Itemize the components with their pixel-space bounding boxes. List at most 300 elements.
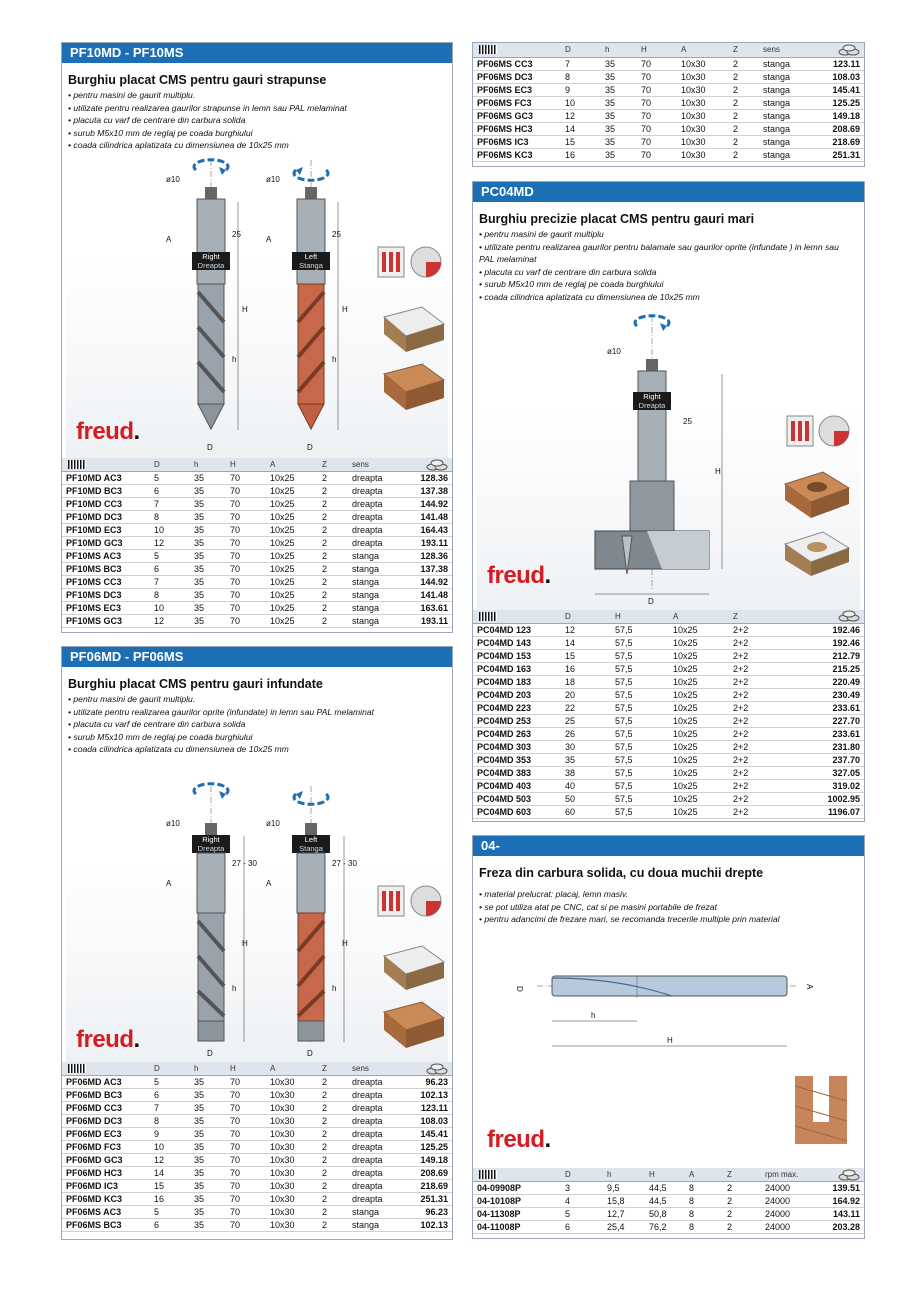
product-code: PC04MD 203 [473,689,565,702]
cell: 35 [194,1206,230,1219]
column-header: Z [733,610,793,624]
product-code: PC04MD 303 [473,741,565,754]
dim-H-b: H [342,304,348,314]
cell: 70 [230,1141,270,1154]
product-figure [477,304,860,610]
cell: stanga [352,589,416,602]
table-row[interactable] [473,715,864,728]
cell: 70 [641,122,681,135]
cell: 16 [565,663,615,676]
price: 1196.07 [793,806,864,819]
table-row[interactable] [473,728,864,741]
brand-name: freud [487,561,545,589]
cell: 8 [154,1115,194,1128]
table-row[interactable] [62,615,452,628]
cell: 5 [154,1206,194,1219]
product-code: PF10MS GC3 [62,615,154,628]
brand-name: freud [487,1125,545,1153]
table-row[interactable] [473,689,864,702]
freud-logo: freud. [487,1125,551,1153]
cell: 10x30 [681,83,733,96]
cell: 2 [322,1076,352,1089]
cell: 2 [322,589,352,602]
cell: 10x30 [270,1128,322,1141]
table-row[interactable] [62,1076,452,1089]
table-row[interactable] [473,624,864,637]
cell: 35 [194,485,230,498]
cell: 5 [154,472,194,485]
cell: 10x25 [673,650,733,663]
price: 233.61 [793,702,864,715]
label-left2: Stanga [299,843,323,853]
bullet-list [479,228,864,304]
table-row[interactable] [62,537,452,550]
price: 96.23 [416,1076,452,1089]
cell: stanga [763,135,827,148]
dim-d10-b: ø10 [266,174,280,184]
dim-d10: ø10 [607,346,621,356]
cell: 60 [565,806,615,819]
table-row[interactable] [473,676,864,689]
cell: 2 [322,524,352,537]
product-code: PF10MS BC3 [62,563,154,576]
table-row[interactable] [62,1115,452,1128]
table-row[interactable] [62,1154,452,1167]
product-table [473,1168,864,1235]
table-row[interactable] [473,122,864,135]
bullet-item: • pentru masini de gaurit multiplu. [68,694,196,704]
product-code: PF06MD CC3 [62,1102,154,1115]
table-row[interactable] [473,780,864,793]
cell: 4 [565,1195,607,1208]
cell: 35 [605,109,641,122]
bullet-item: • utilizate pentru realizarea gaurilor oprite (infundate) in lemn sau PAL melaminat [68,706,375,717]
price: 123.11 [827,57,864,70]
cell: 35 [194,1180,230,1193]
product-code: PC04MD 503 [473,793,565,806]
table-row[interactable] [62,485,452,498]
cell: dreapta [352,1115,416,1128]
product-code: PF10MD GC3 [62,537,154,550]
table-row[interactable] [473,806,864,819]
table-row[interactable] [473,1182,864,1195]
drill-diagram [66,756,450,1062]
price: 212.79 [793,650,864,663]
product-figure [66,756,448,1062]
table-row[interactable] [473,1195,864,1208]
cell: 6 [154,1219,194,1232]
cell: 10x25 [270,576,322,589]
freud-logo: freud. [76,1025,140,1053]
cell: 2 [733,83,763,96]
bullet-list [68,693,452,756]
dim-D: D [207,442,213,452]
cell: 10x30 [681,148,733,161]
cell: 35 [605,57,641,70]
label-right: Right [643,391,661,401]
price: 192.46 [793,624,864,637]
product-code: 04-10108P [473,1195,565,1208]
product-code: PF06MD GC3 [62,1154,154,1167]
column-header: h [194,458,230,472]
cell: 6 [565,1221,607,1234]
brand-name: freud [76,417,134,445]
table-header [473,43,864,57]
cell: 70 [230,1193,270,1206]
cell: 12,7 [607,1208,649,1221]
cell: 15 [154,1180,194,1193]
price: 327.05 [793,767,864,780]
board-icon [384,946,444,990]
product-code: PC04MD 123 [473,624,565,637]
cell: 35 [605,83,641,96]
dim-h-b: h [332,354,337,364]
cell: 2+2 [733,663,793,676]
table-row[interactable] [473,135,864,148]
cell: 10x25 [673,754,733,767]
cell: dreapta [352,1141,416,1154]
table-row[interactable] [62,1102,452,1115]
cell: stanga [352,550,416,563]
table-row[interactable] [473,57,864,70]
cell: 70 [230,1154,270,1167]
product-code: PF10MD CC3 [62,498,154,511]
product-code: PF06MD FC3 [62,1141,154,1154]
dim-D: D [648,596,654,606]
table-row[interactable] [473,702,864,715]
cell: 10x30 [681,109,733,122]
barcode-icon [473,1168,565,1182]
table-row[interactable] [473,767,864,780]
cell: 2 [322,615,352,628]
cell: 15 [565,650,615,663]
cell: 2+2 [733,702,793,715]
table-row[interactable] [62,550,452,563]
cell: 57,5 [615,780,673,793]
price: 96.23 [416,1206,452,1219]
column-header: Z [727,1168,765,1182]
cell: 12 [565,109,605,122]
label-left: Left [304,834,318,844]
table-header [62,1062,452,1076]
table-row[interactable] [62,1089,452,1102]
dim-a-b: A [266,234,272,244]
cell: 2 [733,122,763,135]
cell: 2+2 [733,715,793,728]
product-code: PF06MS GC3 [473,109,565,122]
section-header: PC04MD [473,182,864,202]
label-left: Left [304,251,318,261]
cell: 2 [322,1102,352,1115]
cell: 2 [322,511,352,524]
barcode-icon [62,458,154,472]
cell: 8 [154,511,194,524]
cell: 10x25 [270,485,322,498]
table-row[interactable] [62,472,452,485]
cell: stanga [763,148,827,161]
cell: 3 [565,1182,607,1195]
cell: 2+2 [733,793,793,806]
spindle-icon [787,416,813,446]
dim-H: H [242,938,248,948]
cell: 20 [565,689,615,702]
cell: 35 [194,615,230,628]
product-title: Freza din carbura solida, cu doua muchii drepte [479,866,764,880]
table-row[interactable] [473,663,864,676]
cell: 10x30 [270,1115,322,1128]
cell: 35 [194,511,230,524]
table-row[interactable] [473,650,864,663]
cell: 70 [230,589,270,602]
table-row[interactable] [62,602,452,615]
bullet-item: • placuta cu varf de centrare din carbura solida [68,719,246,730]
cell: 10x30 [270,1141,322,1154]
cell: dreapta [352,472,416,485]
cell: 70 [641,109,681,122]
column-header: A [681,43,733,57]
cell: 10x30 [681,57,733,70]
label-right: Right [202,251,220,261]
cell: 2 [733,70,763,83]
table-row[interactable] [62,511,452,524]
cell: 24000 [765,1221,821,1234]
table-row[interactable] [62,524,452,537]
cell: 7 [154,576,194,589]
cell: 7 [565,57,605,70]
table-row[interactable] [473,793,864,806]
table-row[interactable] [62,576,452,589]
column-header: h [607,1168,649,1182]
cell: 2+2 [733,728,793,741]
price: 163.61 [416,602,452,615]
bullet-item: • utilizate pentru realizarea gaurilor pentru balamale sau gaurilor oprite (infundate ) in lemn sau PAL melaminat [479,241,839,265]
cell: 2+2 [733,689,793,702]
wood-icon [785,472,849,518]
cell: 70 [641,148,681,161]
cell: 70 [230,602,270,615]
cell: 24000 [765,1182,821,1195]
column-header: D [154,1062,194,1076]
dim-H: H [242,304,248,314]
cell: dreapta [352,1167,416,1180]
dim-A: A [805,983,814,990]
cell: 57,5 [615,624,673,637]
table-row[interactable] [62,498,452,511]
bullet-item: • surub M5x10 mm de reglaj pe coada burghiului [68,731,253,742]
barcode-icon [473,610,565,624]
column-header: h [194,1062,230,1076]
cell: 8 [689,1221,727,1234]
table-row[interactable] [473,109,864,122]
cell: 2 [733,96,763,109]
table-row[interactable] [473,70,864,83]
cell: 2+2 [733,754,793,767]
product-table [473,610,864,820]
price: 143.11 [821,1208,864,1221]
price: 164.92 [821,1195,864,1208]
table-row[interactable] [473,754,864,767]
cell: 15,8 [607,1195,649,1208]
cell: dreapta [352,498,416,511]
cell: 70 [641,96,681,109]
table-row[interactable] [473,1208,864,1221]
rotation-icon [411,886,441,916]
cell: 57,5 [615,637,673,650]
bullet-item: • pentru adancimi de frezare mari, se recomanda trecerile multiple prin material [479,914,780,925]
cell: 2+2 [733,676,793,689]
cell: stanga [763,83,827,96]
cell: stanga [352,602,416,615]
product-code: PF10MS AC3 [62,550,154,563]
cell: 35 [194,1219,230,1232]
cell: dreapta [352,1193,416,1206]
cell: 35 [194,550,230,563]
product-figure [477,926,860,1168]
cell: 70 [641,83,681,96]
table-row[interactable] [62,589,452,602]
cell: dreapta [352,1089,416,1102]
cell: 35 [194,537,230,550]
cell: 70 [230,550,270,563]
cell: 10x25 [673,637,733,650]
table-row[interactable] [473,637,864,650]
cell: 57,5 [615,806,673,819]
product-code: PF06MS CC3 [473,57,565,70]
product-code: PC04MD 403 [473,780,565,793]
cell: 16 [565,148,605,161]
cell: 18 [565,676,615,689]
price: 193.11 [416,615,452,628]
cell: 70 [230,485,270,498]
cell: 2 [322,1154,352,1167]
product-code: PF06MS EC3 [473,83,565,96]
price: 102.13 [416,1219,452,1232]
cell: 10x30 [270,1154,322,1167]
product-table [62,1062,452,1233]
bullet-item: • pentru masini de gaurit multiplu. [68,90,196,100]
bullet-item: • coada cilindrica aplatizata cu dimensiunea de 10x25 mm [68,744,289,755]
table-row[interactable] [473,96,864,109]
cell: 9 [154,1128,194,1141]
label-right2: Dreapta [197,843,225,853]
cell: 8 [154,589,194,602]
cell: 70 [230,1102,270,1115]
cell: 24000 [765,1208,821,1221]
cell: 35 [194,563,230,576]
table-row[interactable] [473,741,864,754]
cell: 35 [194,576,230,589]
cell: 57,5 [615,676,673,689]
price: 208.69 [416,1167,452,1180]
cell: stanga [352,1219,416,1232]
cell: 2 [322,576,352,589]
cell: 2 [322,1167,352,1180]
cell: stanga [352,576,416,589]
table-row[interactable] [473,83,864,96]
cell: 10x30 [681,70,733,83]
cell: 70 [230,563,270,576]
bullet-item: • surub M5x10 mm de reglaj pe coada burghiului [479,279,664,290]
cell: 8 [689,1182,727,1195]
product-code: PF10MS DC3 [62,589,154,602]
barcode-icon [473,43,565,57]
cell: 10x25 [270,602,322,615]
cell: 16 [154,1193,194,1206]
cell: 35 [194,1115,230,1128]
cell: 10x30 [270,1206,322,1219]
column-header: Z [733,43,763,57]
cell: 2+2 [733,624,793,637]
column-header: D [565,43,605,57]
cell: 40 [565,780,615,793]
cell: 10x30 [270,1180,322,1193]
cell: 5 [565,1208,607,1221]
table-row[interactable] [62,1206,452,1219]
cell: 70 [230,498,270,511]
table-row[interactable] [62,1128,452,1141]
cell: 2+2 [733,637,793,650]
price: 139.51 [821,1182,864,1195]
column-header: H [649,1168,689,1182]
label-right2: Dreapta [197,260,225,270]
price: 319.02 [793,780,864,793]
price: 164.43 [416,524,452,537]
table-row[interactable] [62,1180,452,1193]
price: 231.80 [793,741,864,754]
table-row[interactable] [473,148,864,161]
dim-a-b: A [266,878,272,888]
cell: 70 [230,472,270,485]
cell: 10x25 [673,715,733,728]
column-header: A [689,1168,727,1182]
table-row[interactable] [62,1219,452,1232]
product-code: PC04MD 153 [473,650,565,663]
cell: 30 [565,741,615,754]
cell: 35 [605,148,641,161]
cell: 2 [322,1128,352,1141]
table-row[interactable] [62,1167,452,1180]
cell: 2 [322,602,352,615]
product-code: PF06MD EC3 [62,1128,154,1141]
table-row[interactable] [62,563,452,576]
column-header: Z [322,458,352,472]
cell: 2 [733,148,763,161]
cell: 26 [565,728,615,741]
column-header: A [270,458,322,472]
cell: 35 [194,1128,230,1141]
product-table [473,43,864,162]
cell: 35 [194,602,230,615]
table-row[interactable] [62,1193,452,1206]
table-row[interactable] [473,1221,864,1234]
price: 141.48 [416,589,452,602]
product-code: PF06MS IC3 [473,135,565,148]
cell: 70 [230,511,270,524]
price: 149.18 [827,109,864,122]
cell: stanga [763,122,827,135]
cell: 10x25 [673,624,733,637]
table-row[interactable] [62,1141,452,1154]
dim-H-b: H [342,938,348,948]
cell: 57,5 [615,702,673,715]
dim-D-b: D [307,1048,313,1058]
right-drill [192,784,230,1042]
cell: 57,5 [615,767,673,780]
dim-d10: ø10 [166,174,180,184]
column-header: Z [322,1062,352,1076]
cell: dreapta [352,1128,416,1141]
freud-logo: freud. [76,417,140,445]
